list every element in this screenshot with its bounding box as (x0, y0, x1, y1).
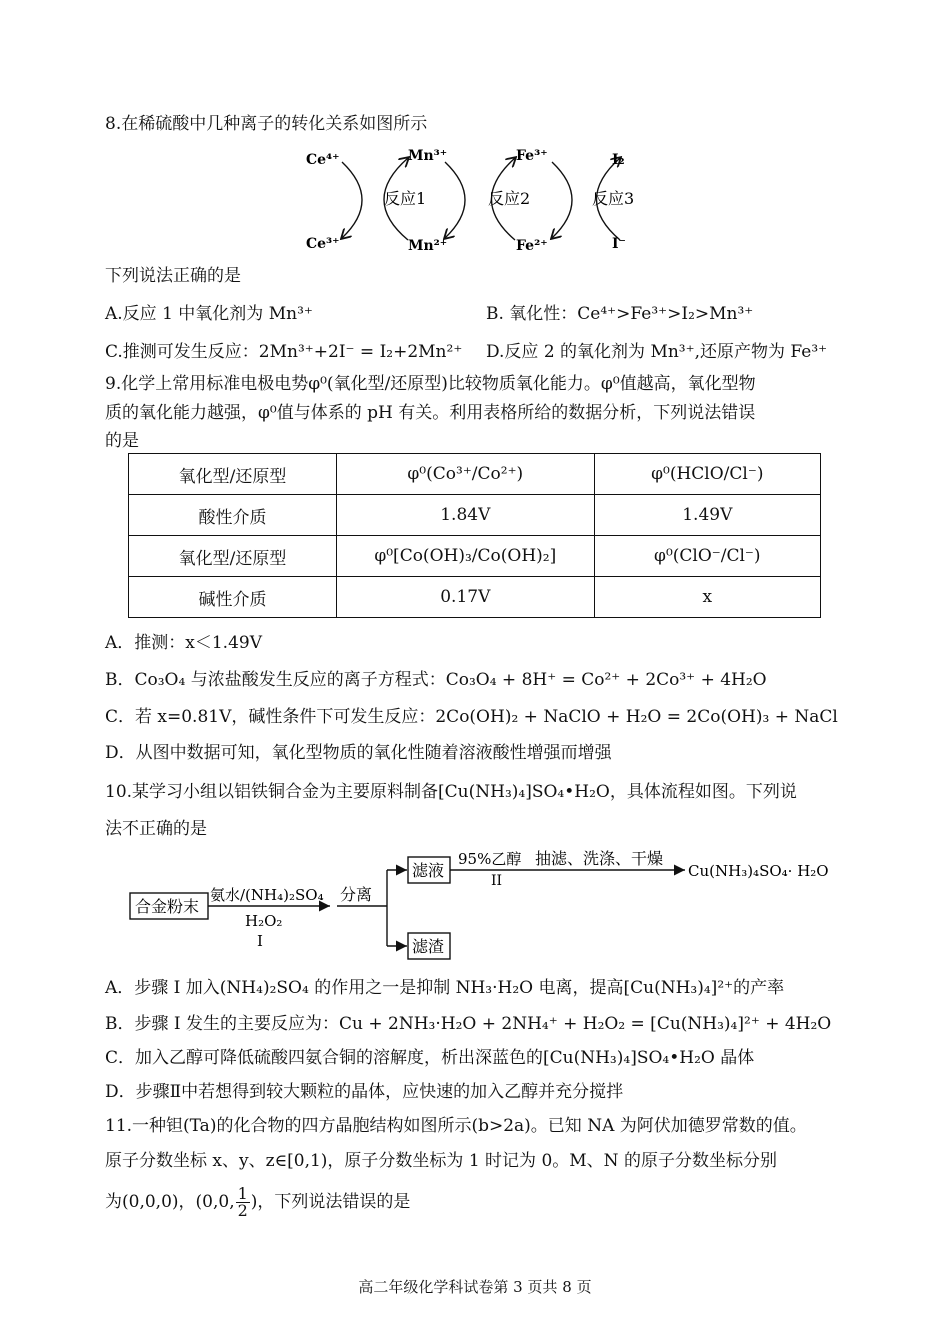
fraction-numerator: 1 (237, 1184, 248, 1203)
ion-mn3: Mn³⁺ (408, 148, 448, 164)
flow-start: 合金粉末 (135, 897, 200, 916)
flow-reagent-2: 95%乙醇 (458, 850, 522, 868)
flow-ops: 抽滤、洗涤、干燥 (535, 849, 664, 868)
q11-stem-line-3 (105, 1184, 410, 1220)
table-cell: 氧化型/还原型 (129, 536, 337, 577)
flow-residue: 滤渣 (412, 937, 445, 956)
arc-fe2 (552, 162, 572, 238)
q8-option-a: A.反应 1 中氧化剂为 Mn³⁺ (105, 304, 313, 324)
fraction-one-half (236, 1186, 250, 1219)
table-cell: φ⁰(HClO/Cl⁻) (594, 454, 820, 495)
q8-option-c: C.推测可发生反应：2Mn³⁺+2I⁻ = I₂+2Mn²⁺ (105, 342, 463, 362)
q8-stem: 8.在稀硫酸中几种离子的转化关系如图所示 (105, 114, 428, 134)
page-footer: 高二年级化学科试卷第 3 页共 8 页 (358, 1278, 592, 1296)
potential-table (128, 453, 821, 618)
arc-mn2 (445, 162, 465, 238)
q10-process-flow (125, 842, 845, 967)
table-cell: 0.17V (337, 577, 595, 618)
q8-prompt: 下列说法正确的是 (105, 266, 241, 286)
ion-ce4: Ce⁴⁺ (306, 152, 340, 168)
ion-i-minus: I⁻ (612, 236, 626, 252)
q11-line3-pre: 为(0,0,0)，(0,0, (105, 1192, 235, 1212)
q11-stem-line-1: 11.一种钽(Ta)的化合物的四方晶胞结构如图所示(b>2a)。已知 NA 为阿伏加德罗常数的值。 (105, 1116, 807, 1136)
flow-product: Cu(NH₃)₄SO₄· H₂O (688, 862, 829, 880)
fraction-denominator: 2 (237, 1201, 248, 1220)
table-cell: φ⁰(ClO⁻/Cl⁻) (594, 536, 820, 577)
q9-option-b: B．Co₃O₄ 与浓盐酸发生反应的离子方程式：Co₃O₄ + 8H⁺ = Co²⁺ + 2Co³⁺ + 4H₂O (105, 670, 767, 690)
reaction-3-label: 反应3 (592, 189, 635, 208)
arc-ce (342, 162, 362, 238)
table-row (129, 454, 821, 495)
reaction-1-label: 反应1 (384, 189, 427, 208)
table-cell: φ⁰[Co(OH)₃/Co(OH)₂] (337, 536, 595, 577)
ion-fe2: Fe²⁺ (516, 238, 548, 254)
table-row (129, 577, 821, 618)
q11-stem-line-2: 原子分数坐标 x、y、z∈[0,1)，原子分数坐标为 1 时记为 0。M、N 的原子分数坐标分别 (105, 1151, 777, 1171)
q9-stem-line-2: 质的氧化能力越强，φ⁰值与体系的 pH 有关。利用表格所给的数据分析，下列说法错误 (105, 403, 756, 423)
table-cell: 碱性介质 (129, 577, 337, 618)
reaction-2-label: 反应2 (488, 189, 531, 208)
q9-stem-line-3: 的是 (105, 431, 139, 451)
table-cell: 氧化型/还原型 (129, 454, 337, 495)
ion-fe3: Fe³⁺ (516, 148, 548, 164)
q8-reaction-diagram (290, 140, 660, 260)
table-cell: 1.84V (337, 495, 595, 536)
ion-mn2: Mn²⁺ (408, 238, 448, 254)
flow-separate: 分离 (340, 885, 373, 904)
table-cell: 1.49V (594, 495, 820, 536)
q9-option-c: C．若 x=0.81V，碱性条件下可发生反应：2Co(OH)₂ + NaClO + H₂O = 2Co(OH)₃ + NaCl (105, 707, 838, 727)
ion-i2: I₂ (612, 152, 625, 168)
q8-option-d: D.反应 2 的氧化剂为 Mn³⁺,还原产物为 Fe³⁺ (486, 342, 828, 362)
q10-stem-line-1: 10.某学习小组以铝铁铜合金为主要原料制备[Cu(NH₃)₄]SO₄•H₂O，具体流程如图。下列说 (105, 782, 797, 802)
q10-option-c: C．加入乙醇可降低硫酸四氨合铜的溶解度，析出深蓝色的[Cu(NH₃)₄]SO₄•H₂O 晶体 (105, 1048, 755, 1068)
q10-option-a: A．步骤 I 加入(NH₄)₂SO₄ 的作用之一是抑制 NH₃·H₂O 电离，提高[Cu(NH₃)₄]²⁺的产率 (105, 978, 785, 998)
q9-option-a: A．推测：x＜1.49V (105, 633, 262, 653)
table-row (129, 495, 821, 536)
table-cell: φ⁰(Co³⁺/Co²⁺) (337, 454, 595, 495)
q10-option-d: D．步骤Ⅱ中若想得到较大颗粒的晶体，应快速的加入乙醇并充分搅拌 (105, 1082, 624, 1102)
q9-stem-line-1: 9.化学上常用标准电极电势φ⁰(氧化型/还原型)比较物质氧化能力。φ⁰值越高，氧化型物 (105, 374, 756, 394)
table-cell: 酸性介质 (129, 495, 337, 536)
flow-step-2: II (491, 873, 503, 889)
ion-ce3: Ce³⁺ (306, 236, 340, 252)
flow-reagent-1b: H₂O₂ (245, 912, 283, 930)
q8-option-b: B. 氧化性：Ce⁴⁺>Fe³⁺>I₂>Mn³⁺ (486, 304, 754, 324)
table-row (129, 536, 821, 577)
flow-step-1: I (257, 932, 263, 950)
q9-option-d: D．从图中数据可知，氧化型物质的氧化性随着溶液酸性增强而增强 (105, 743, 612, 763)
table-cell: x (594, 577, 820, 618)
q10-option-b: B．步骤 I 发生的主要反应为：Cu + 2NH₃·H₂O + 2NH₄⁺ + H₂O₂ = [Cu(NH₃)₄]²⁺ + 4H₂O (105, 1014, 832, 1034)
flow-filtrate: 滤液 (412, 861, 445, 880)
q11-line3-post: )，下列说法错误的是 (250, 1192, 411, 1212)
q10-stem-line-2: 法不正确的是 (105, 819, 207, 839)
flow-reagent-1: 氨水/(NH₄)₂SO₄ (210, 886, 324, 904)
